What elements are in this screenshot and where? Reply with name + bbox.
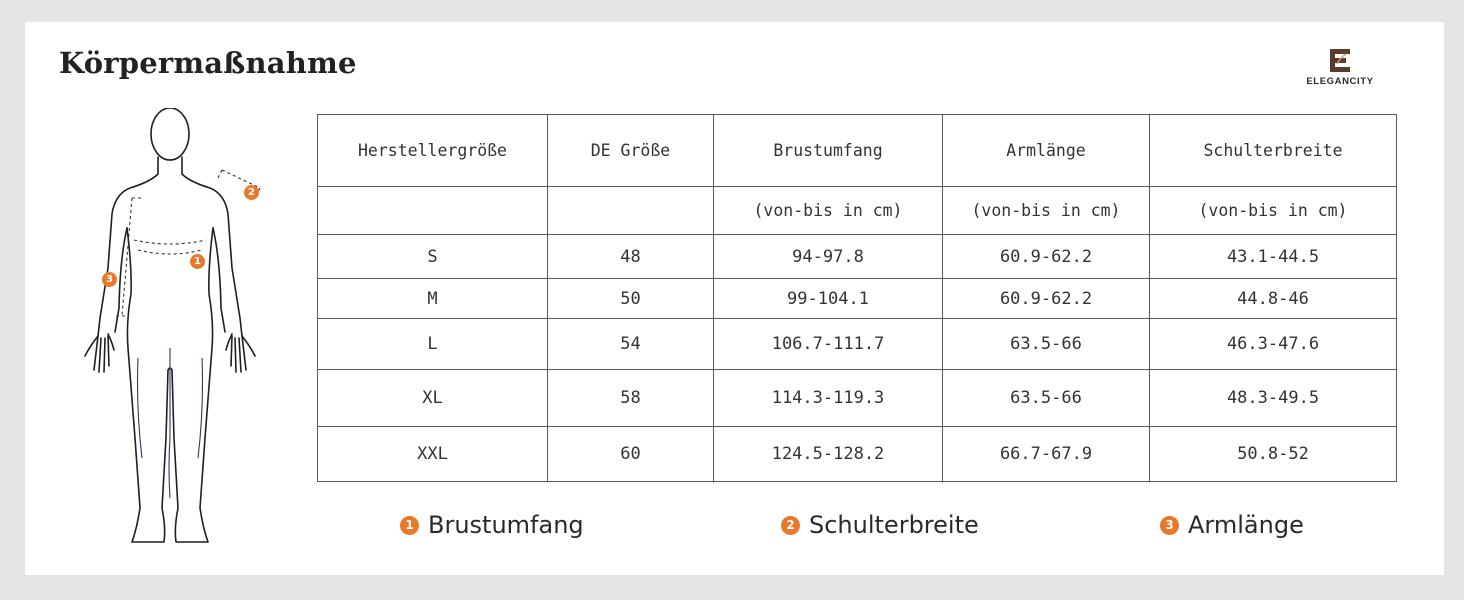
table-cell: 46.3-47.6 <box>1150 319 1397 370</box>
legend-label: Brustumfang <box>428 511 584 539</box>
table-cell: XXL <box>318 427 548 482</box>
table-cell: 114.3-119.3 <box>714 370 943 427</box>
table-cell: XL <box>318 370 548 427</box>
table-cell: 50 <box>548 279 714 319</box>
table-cell: 60 <box>548 427 714 482</box>
legend-item-arm <box>1160 510 1304 540</box>
header-cell: Armlänge <box>943 115 1150 187</box>
table-row <box>318 427 1397 482</box>
table-row <box>318 235 1397 279</box>
legend-label: Schulterbreite <box>809 511 979 539</box>
table-cell: S <box>318 235 548 279</box>
unit-cell: (von-bis in cm) <box>714 187 943 235</box>
shoulder-marker-badge: 2 <box>244 185 259 200</box>
table-cell: M <box>318 279 548 319</box>
legend-item-chest <box>400 510 584 540</box>
table-cell: L <box>318 319 548 370</box>
unit-cell: (von-bis in cm) <box>1150 187 1397 235</box>
table-cell: 48 <box>548 235 714 279</box>
brand-logo <box>1295 48 1385 98</box>
legend-label: Armlänge <box>1188 511 1304 539</box>
number-two-badge-icon: 2 <box>781 516 800 535</box>
page-title: Körpermaßnahme <box>59 46 357 80</box>
legend-item-shoulder <box>781 510 979 540</box>
table-cell: 50.8-52 <box>1150 427 1397 482</box>
table-cell: 58 <box>548 370 714 427</box>
table-cell: 66.7-67.9 <box>943 427 1150 482</box>
table-cell: 124.5-128.2 <box>714 427 943 482</box>
table-cell: 54 <box>548 319 714 370</box>
table-row <box>318 370 1397 427</box>
body-measurement-figure <box>70 108 270 553</box>
table-cell: 44.8-46 <box>1150 279 1397 319</box>
table-cell: 99-104.1 <box>714 279 943 319</box>
header-cell: DE Größe <box>548 115 714 187</box>
table-cell: 48.3-49.5 <box>1150 370 1397 427</box>
table-cell: 60.9-62.2 <box>943 235 1150 279</box>
table-cell: 63.5-66 <box>943 319 1150 370</box>
size-table <box>317 114 1397 482</box>
table-row <box>318 279 1397 319</box>
unit-cell <box>318 187 548 235</box>
table-cell: 60.9-62.2 <box>943 279 1150 319</box>
number-three-badge-icon: 3 <box>1160 516 1179 535</box>
header-cell: Herstellergröße <box>318 115 548 187</box>
brand-name: ELEGANCITY <box>1306 76 1374 87</box>
table-unit-row <box>318 187 1397 235</box>
table-header-row <box>318 115 1397 187</box>
header-cell: Brustumfang <box>714 115 943 187</box>
number-one-badge-icon: 1 <box>400 516 419 535</box>
unit-cell <box>548 187 714 235</box>
table-cell: 94-97.8 <box>714 235 943 279</box>
table-cell: 63.5-66 <box>943 370 1150 427</box>
arm-marker-badge: 3 <box>102 272 117 287</box>
unit-cell: (von-bis in cm) <box>943 187 1150 235</box>
body-outline-icon <box>70 108 270 553</box>
header-cell: Schulterbreite <box>1150 115 1397 187</box>
table-row <box>318 319 1397 370</box>
table-cell: 106.7-111.7 <box>714 319 943 370</box>
elegancity-logo-icon <box>1327 48 1353 74</box>
size-chart-card <box>25 22 1444 575</box>
table-cell: 43.1-44.5 <box>1150 235 1397 279</box>
chest-marker-badge: 1 <box>190 254 205 269</box>
